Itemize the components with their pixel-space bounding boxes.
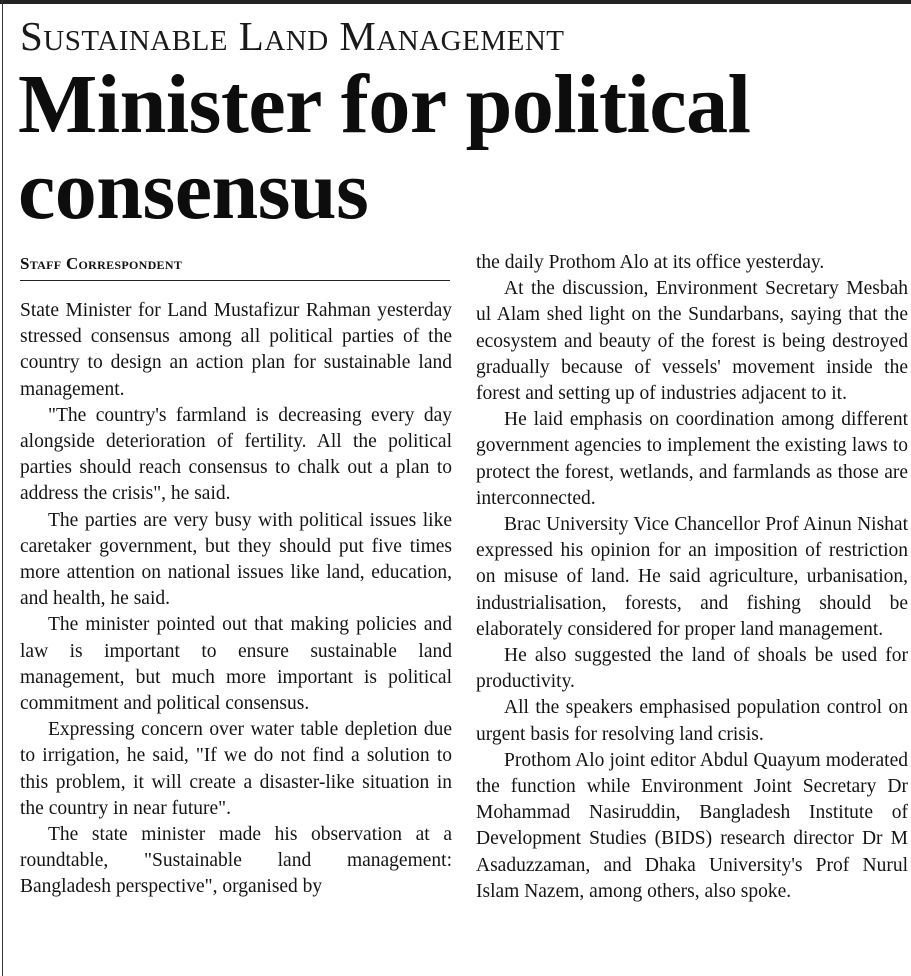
paragraph: "The country's farmland is decreasing every day alongside deterioration of fertility. All the political parties should reach consensus to chalk out a plan to address the crisis", he said. [20, 404, 452, 505]
paragraph: the daily Prothom Alo at its office yesterday. [476, 252, 825, 273]
article-column-right [476, 250, 908, 905]
paragraph: State Minister for Land Mustafizur Rahman yesterday stressed consensus among all political parties of the country to design an action plan for sustainable land management. [20, 300, 452, 400]
article-column-left [20, 298, 452, 901]
paragraph: At the discussion, Environment Secretary Mesbah ul Alam shed light on the Sundarbans, saying that the ecosystem and beauty of the forest is being destroyed gradually because of vessels' movement inside the forest and setting up of industries adjacent to it. [476, 278, 908, 405]
paragraph: The state minister made his observation at a roundtable, "Sustainable land management: Bangladesh perspective", organised by [20, 824, 452, 898]
headline: Minister for political consensus [18, 58, 751, 237]
paragraph: He laid emphasis on coordination among different government agencies to implement the existing laws to protect the forest, wetlands, and farmlands as those are interconnected. [476, 409, 908, 509]
paragraph: The parties are very busy with political issues like caretaker government, but they should put five times more attention on national issues like land, education, and health, he said. [20, 509, 452, 610]
paragraph: He also suggested the land of shoals be used for productivity. [476, 645, 908, 693]
paragraph: Prothom Alo joint editor Abdul Quayum moderated the function while Environment Joint Secretary Dr Mohammad Nasiruddin, Bangladesh Institute of Development Studies (BIDS) research director Dr M Asaduzzaman, and Dhaka University's Prof Nurul Islam Nazem, among others, also spoke. [476, 749, 908, 902]
paragraph: The minister pointed out that making policies and law is important to ensure sustainable land management, but much more important is political commitment and political consensus. [20, 614, 452, 715]
top-rule [0, 0, 911, 4]
paragraph: Expressing concern over water table depletion due to irrigation, he said, "If we do not find a solution to this problem, it will create a disaster-like situation in the country in near future". [20, 719, 452, 819]
paragraph: All the speakers emphasised population control on urgent basis for resolving land crisis. [476, 697, 908, 745]
paragraph: Brac University Vice Chancellor Prof Ainun Nishat expressed his opinion for an imposition of restriction on misuse of land. He said agriculture, urbanisation, industrialisation, forests, and fishing should be elaborately considered for proper land management. [476, 514, 908, 640]
byline: Staff Correspondent [20, 254, 183, 273]
section-kicker: Sustainable Land Management [20, 13, 565, 59]
column-rule [2, 0, 3, 976]
byline-rule [20, 280, 450, 281]
